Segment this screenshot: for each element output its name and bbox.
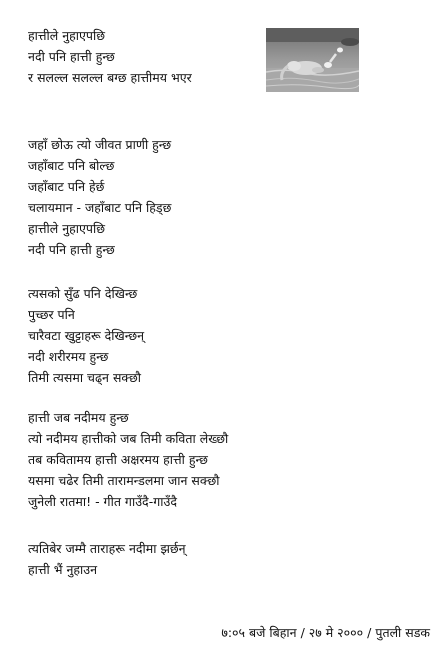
poem-line: तब कवितामय हात्ती अक्षरमय हात्ती हुन्छ xyxy=(28,452,208,467)
poem-line: चलायमान - जहाँबाट पनि हिड्छ xyxy=(28,200,172,215)
poem-line: र सलल्ल सलल्ल बग्छ हात्तीमय भएर xyxy=(28,70,192,85)
poem-line: यसमा चढेर तिमी तारामन्डलमा जान सक्छौ xyxy=(28,473,220,488)
poem-line: नदी पनि हात्ती हुन्छ xyxy=(28,49,115,64)
poem-line: त्यतिबेर जम्मै ताराहरू नदीमा झर्छन् xyxy=(28,541,186,556)
poem-line: चारैवटा खुट्टाहरू देखिन्छन् xyxy=(28,328,145,343)
elephant-photo xyxy=(266,28,359,92)
poem-line: त्यसको सुँढ पनि देखिन्छ xyxy=(28,286,138,301)
stanza-3 xyxy=(28,283,144,388)
poem-line: हात्ती जब नदीमय हुन्छ xyxy=(28,410,129,425)
stanza-4 xyxy=(28,407,228,512)
poem-line: जहाँबाट पनि हेर्छ xyxy=(28,179,105,194)
elephant-photo-image xyxy=(266,28,359,92)
dateline: ७:०५ बजे बिहान / २७ मे २००० / पुतली सडक xyxy=(221,625,430,640)
poem-line: नदी शरीरमय हुन्छ xyxy=(28,349,109,364)
poem-line: जहाँबाट पनि बोल्छ xyxy=(28,158,115,173)
poem-line: पुच्छर पनि xyxy=(28,307,75,322)
stanza-2 xyxy=(28,134,171,260)
poem-line: हात्ती भैं नुहाउन xyxy=(28,562,98,577)
poem-line: नदी पनि हात्ती हुन्छ xyxy=(28,242,115,257)
poem-line: जुनेली रातमा! - गीत गाउँदै-गाउँदै xyxy=(28,494,177,509)
poem-line: हात्तीले नुहाएपछि xyxy=(28,221,106,236)
stanza-5 xyxy=(28,538,186,580)
poem-line: हात्तीले नुहाएपछि xyxy=(28,28,106,43)
poem-line: जहाँ छोऊ त्यो जीवत प्राणी हुन्छ xyxy=(28,137,172,152)
poem-line: तिमी त्यसमा चढ्न सक्छौ xyxy=(28,370,142,385)
stanza-1 xyxy=(28,25,192,88)
poem-line: त्यो नदीमय हात्तीको जब तिमी कविता लेख्छौ xyxy=(28,431,229,446)
